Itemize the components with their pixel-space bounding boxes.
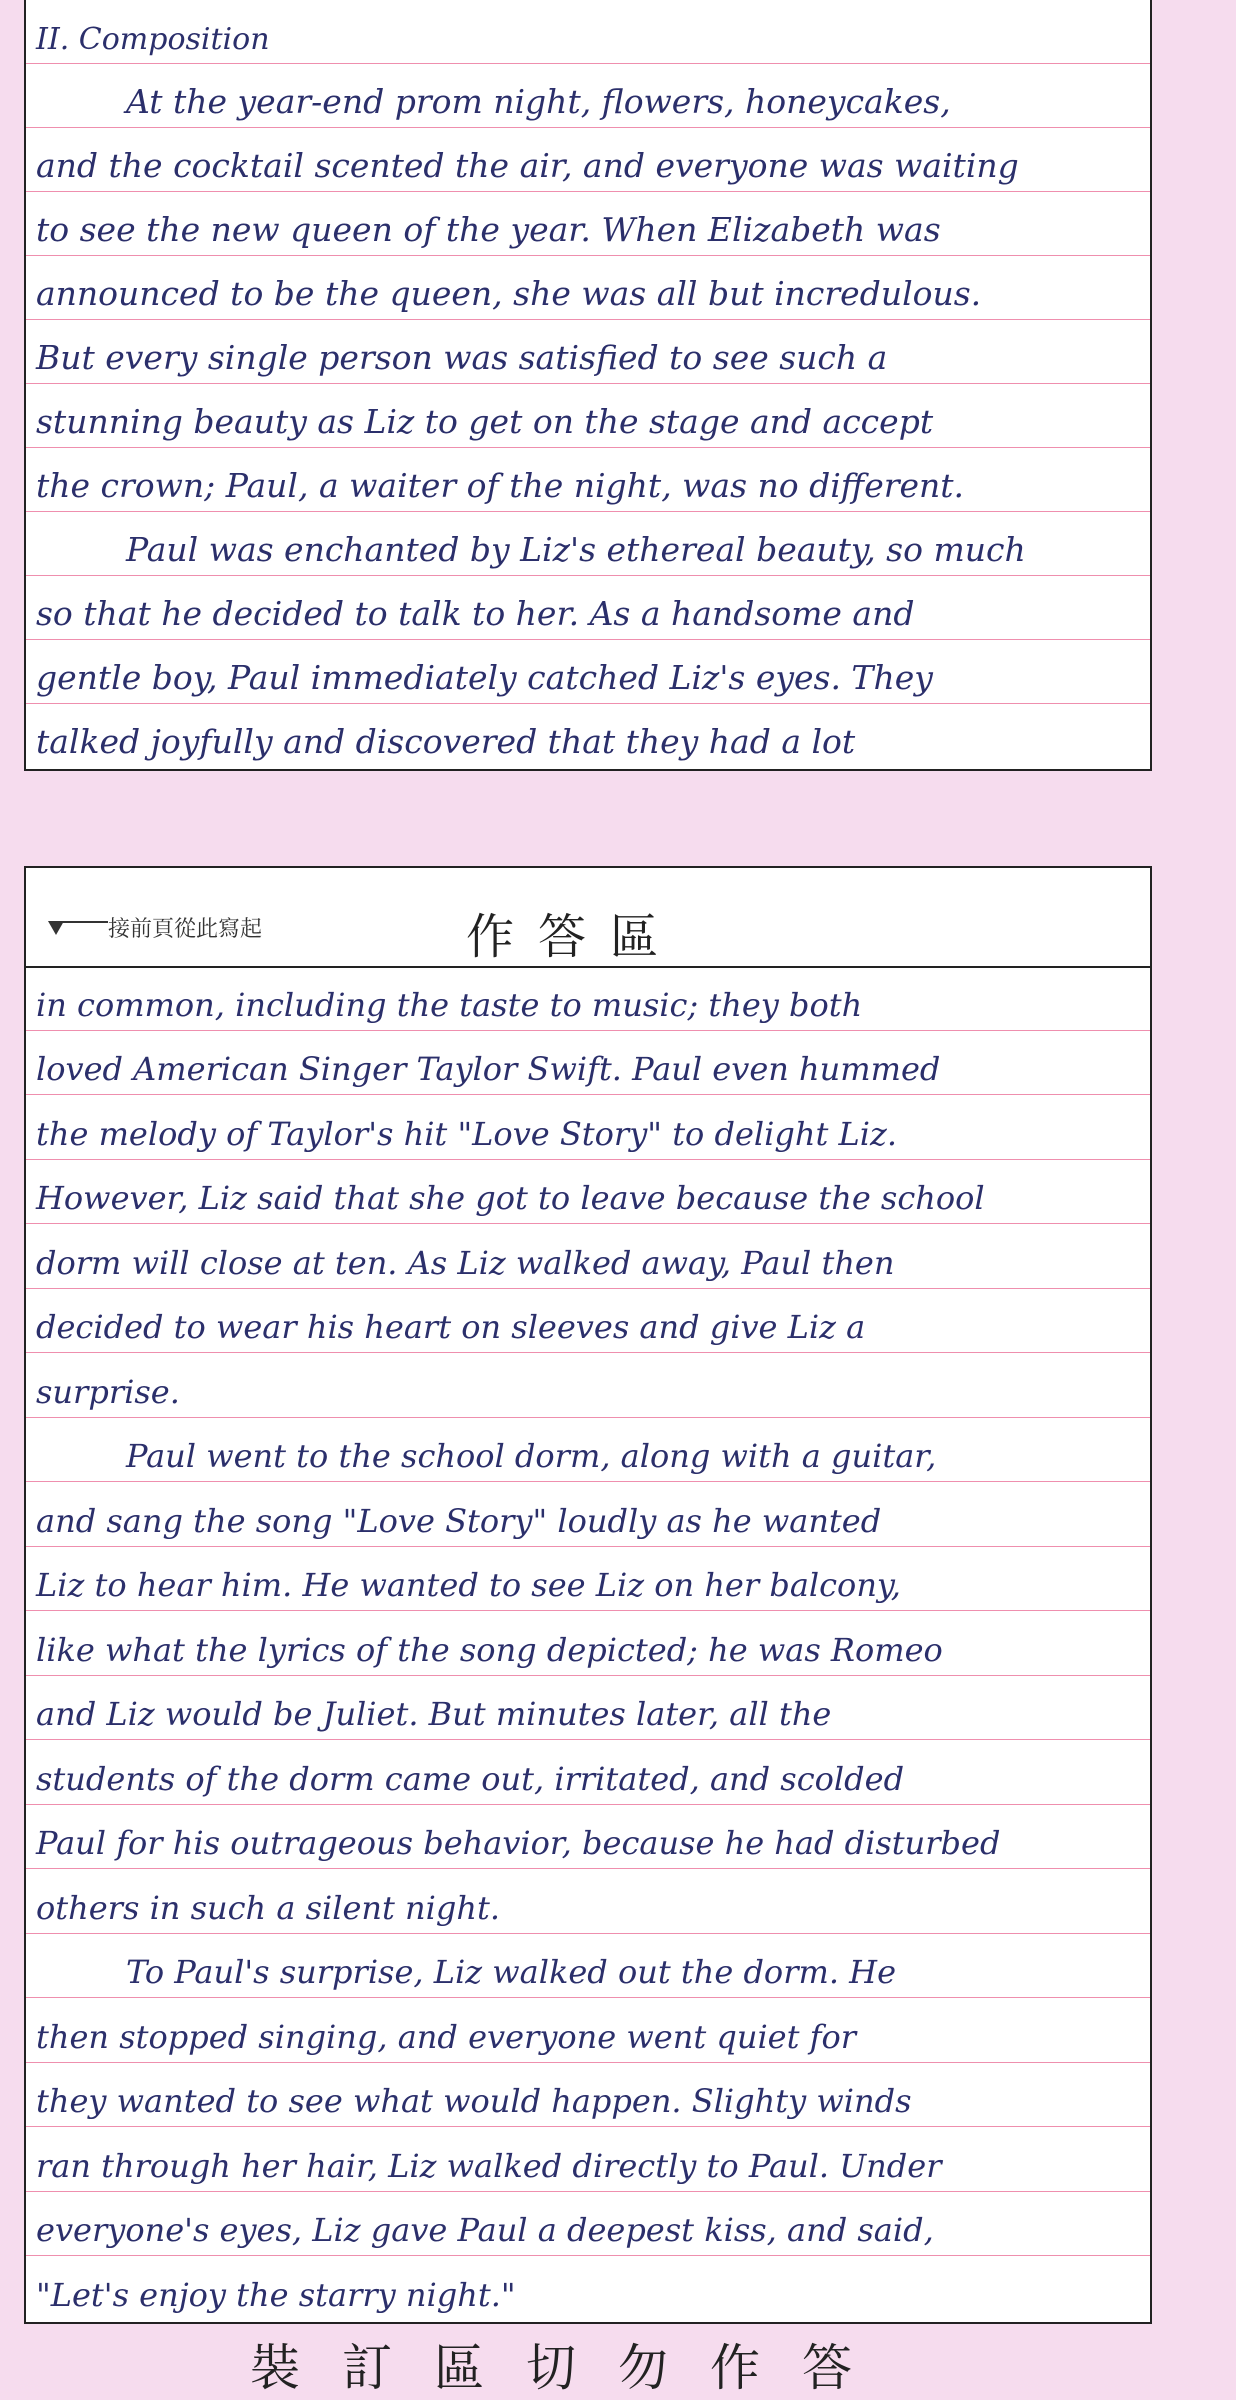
essay-line: like what the lyrics of the song depicted; he was Romeo <box>26 1611 1150 1676</box>
down-arrow-icon <box>48 917 108 939</box>
essay-line: so that he decided to talk to her. As a handsome and <box>26 576 1150 640</box>
binding-area-note: 裝訂區切勿作答 <box>250 2339 894 2397</box>
essay-line: But every single person was satisfied to see such a <box>26 320 1150 384</box>
essay-line: and Liz would be Juliet. But minutes later, all the <box>26 1676 1150 1741</box>
answer-sheet-page-2 <box>24 866 1152 2324</box>
essay-line: At the year-end prom night, flowers, honeycakes, <box>26 64 1150 128</box>
essay-line: the melody of Taylor's hit "Love Story" to delight Liz. <box>26 1095 1150 1160</box>
essay-line: then stopped singing, and everyone went quiet for <box>26 1998 1150 2063</box>
answer-zone-title: 作答區 <box>466 909 683 965</box>
essay-line: and sang the song "Love Story" loudly as he wanted <box>26 1482 1150 1547</box>
essay-line: the crown; Paul, a waiter of the night, was no different. <box>26 448 1150 512</box>
essay-line: surprise. <box>26 1353 1150 1418</box>
continue-note <box>48 912 262 943</box>
essay-line: everyone's eyes, Liz gave Paul a deepest kiss, and said, <box>26 2192 1150 2257</box>
essay-line: talked joyfully and discovered that they had a lot <box>36 722 856 761</box>
essay-line: students of the dorm came out, irritated, and scolded <box>26 1740 1150 1805</box>
continue-note-text: 接前頁從此寫起 <box>108 917 263 942</box>
essay-line: and the cocktail scented the air, and everyone was waiting <box>26 128 1150 192</box>
essay-line: announced to be the queen, she was all but incredulous. <box>26 256 1150 320</box>
answer-sheet-page-1 <box>24 0 1152 771</box>
essay-line: decided to wear his heart on sleeves and give Liz a <box>26 1289 1150 1354</box>
answer-zone-header <box>26 868 1150 968</box>
essay-line: Paul went to the school dorm, along with a guitar, <box>26 1418 1150 1483</box>
essay-line: "Let's enjoy the starry night." <box>36 2276 516 2314</box>
essay-line: stunning beauty as Liz to get on the stage and accept <box>26 384 1150 448</box>
composition-heading: II. Composition <box>26 0 1150 64</box>
essay-line: gentle boy, Paul immediately catched Liz's eyes. They <box>26 640 1150 704</box>
essay-line: dorm will close at ten. As Liz walked away, Paul then <box>26 1224 1150 1289</box>
essay-line: they wanted to see what would happen. Slighty winds <box>26 2063 1150 2128</box>
essay-line: loved American Singer Taylor Swift. Paul even hummed <box>26 1031 1150 1096</box>
essay-line: Liz to hear him. He wanted to see Liz on her balcony, <box>26 1547 1150 1612</box>
essay-line: To Paul's surprise, Liz walked out the dorm. He <box>26 1934 1150 1999</box>
essay-line: others in such a silent night. <box>26 1869 1150 1934</box>
essay-line: Paul for his outrageous behavior, because he had disturbed <box>26 1805 1150 1870</box>
essay-line: in common, including the taste to music; they both <box>26 966 1150 1031</box>
essay-line: to see the new queen of the year. When Elizabeth was <box>26 192 1150 256</box>
essay-line: Paul was enchanted by Liz's ethereal beauty, so much <box>26 512 1150 576</box>
essay-line: However, Liz said that she got to leave because the school <box>26 1160 1150 1225</box>
essay-line: ran through her hair, Liz walked directly to Paul. Under <box>26 2127 1150 2192</box>
